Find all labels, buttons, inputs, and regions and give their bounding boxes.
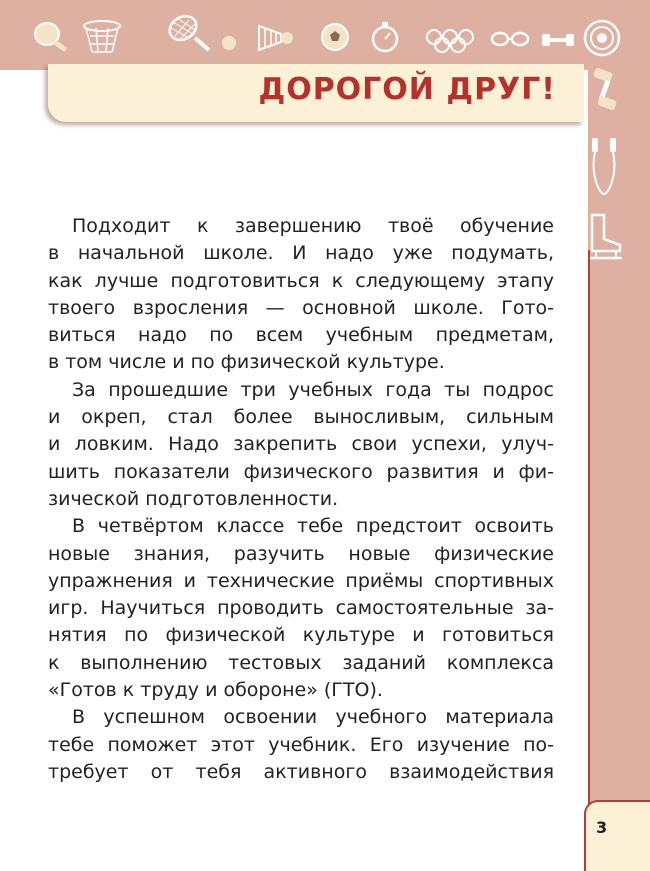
text-line: В четвёртом классе тебе предстоит освоить <box>72 515 554 538</box>
text-line: шить показатели физического развития и фи- <box>48 460 554 483</box>
ping-pong-racket-icon <box>32 20 72 56</box>
badminton-shuttlecock-icon <box>255 20 295 54</box>
text-line: упражнения и технические приёмы спортивных <box>48 569 554 592</box>
target-icon <box>582 18 622 58</box>
title-bar-left-accent <box>0 64 48 67</box>
text-line: новые знания, разучить новые физические <box>48 542 554 565</box>
text-line: в том числе и по физической культуре. <box>48 351 445 374</box>
page-title: ДОРОГОЙ ДРУГ! <box>258 72 556 107</box>
text-line: «Готов к труду и обороне» (ГТО). <box>48 679 383 702</box>
text-line: виться надо по всем учебным предметам, <box>48 324 554 347</box>
sports-icons-column <box>580 6 650 266</box>
olympic-rings-icon <box>425 28 475 54</box>
soccer-ball-icon <box>320 22 350 52</box>
ice-skate-icon <box>586 211 626 263</box>
title-bar <box>48 64 584 122</box>
text-line: и ловким. Надо закрепить свои успехи, улуч- <box>48 433 554 456</box>
text-line: как лучше подготовиться к следующему этапу <box>48 269 554 292</box>
jump-rope-icon <box>586 136 622 198</box>
text-line: в начальной школе. И надо уже подумать, <box>48 242 554 265</box>
basketball-hoop-icon <box>80 16 124 60</box>
sports-icons-row <box>30 6 590 62</box>
text-line: требует от тебя активного взаимодействия <box>48 760 554 783</box>
goggles-icon <box>490 28 530 50</box>
text-line: тебе поможет этот учебник. Его изучение по- <box>48 733 554 756</box>
stopwatch-icon <box>368 20 402 54</box>
page-number: 3 <box>596 818 608 837</box>
text-line: нятия по физической культуре и готовиться <box>48 624 554 647</box>
text-line: и окреп, стал более выносливым, сильным <box>48 406 554 429</box>
text-line: Подходит к завершению твоё обучение <box>72 215 554 237</box>
barbell-icon <box>590 68 620 114</box>
text-line: За прошедшие три учебных года ты подрос <box>72 378 554 401</box>
body-text <box>48 213 554 786</box>
dumbbell-icon <box>540 30 576 50</box>
text-line: игр. Научиться проводить самостоятельные за- <box>48 597 554 620</box>
text-line: к выполнению тестовых заданий комплекса <box>48 651 554 674</box>
text-line: зической подготовленности. <box>48 487 339 510</box>
text-line: твоего взросления — основной школе. Гото- <box>48 296 554 319</box>
tennis-ball-icon <box>220 34 238 52</box>
tennis-racket-icon <box>165 12 215 56</box>
text-line: В успешном освоении учебного материала <box>72 706 554 729</box>
side-divider-line <box>588 250 590 850</box>
page-number-tab <box>584 800 650 871</box>
